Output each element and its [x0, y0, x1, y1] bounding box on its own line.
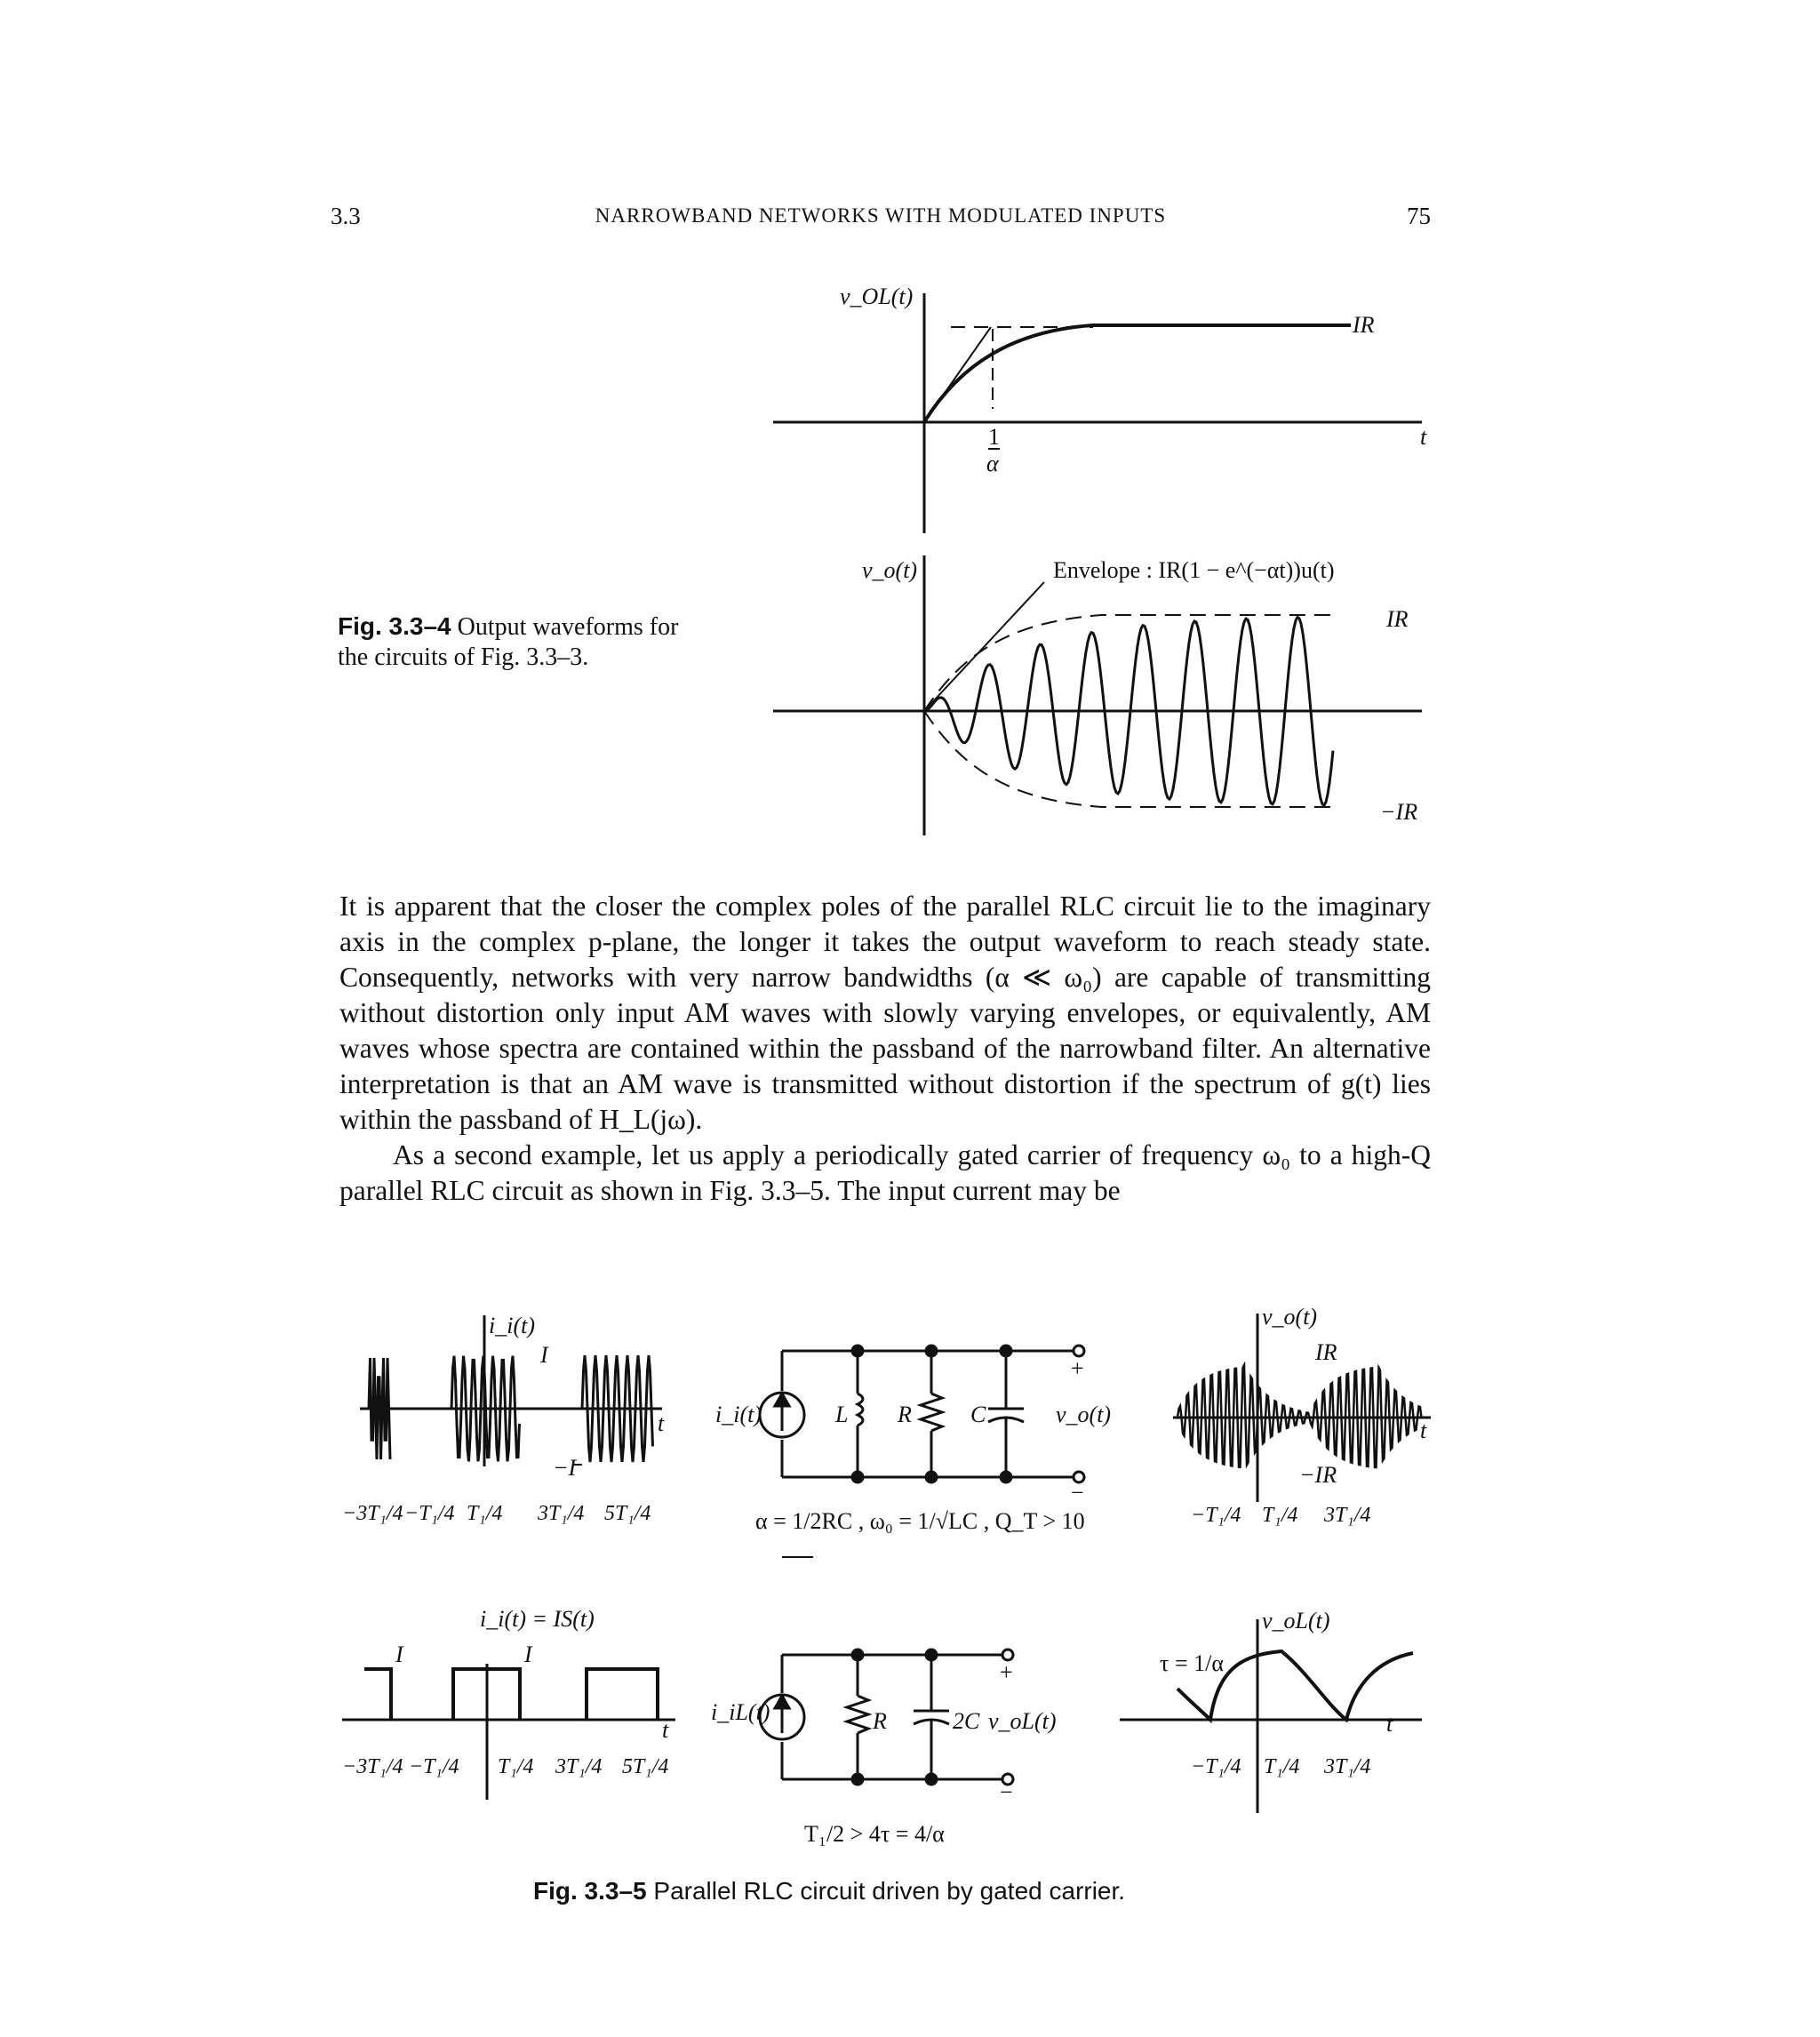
lowpass-tick-1: T₁/4: [1264, 1755, 1300, 1778]
section-number: 3.3: [331, 203, 361, 229]
figure-3-3-4-top-plot: [773, 293, 1422, 533]
lowpass-r-label: R: [873, 1708, 887, 1734]
lowpass-minus-label: −: [1000, 1779, 1013, 1805]
lowpass-output-label: v_oL(t): [988, 1708, 1057, 1734]
input-plot-y-label: i_i(t): [489, 1313, 535, 1338]
lowpass-plus-label: +: [1000, 1659, 1013, 1685]
envelope-upper: [924, 615, 1333, 711]
lowpass-output-y-label: v_oL(t): [1262, 1608, 1330, 1634]
top-plot-tick-num: 1: [988, 424, 1000, 450]
body-text: [339, 889, 1431, 1209]
figure-3-3-5-caption: [533, 1877, 1333, 1905]
lowpass-output-t-label: t: [1386, 1711, 1393, 1737]
gate-tick-4: 5T₁/4: [622, 1755, 669, 1778]
figure-3-3-5-gate-plot: [342, 1664, 675, 1800]
figure-3-3-4-bottom-plot: [773, 555, 1422, 835]
input-plot-neg-level: −I: [553, 1455, 577, 1481]
output-tick-2: 3T₁/4: [1324, 1504, 1371, 1527]
top-plot-t-label: t: [1420, 424, 1427, 450]
resistor-icon: [921, 1394, 942, 1431]
input-tick-1: −T₁/4: [404, 1502, 455, 1525]
lowpass-output-tau: τ = 1/α: [1160, 1650, 1224, 1676]
inductor-icon: [858, 1394, 863, 1426]
output-plot-y-label: v_o(t): [1262, 1304, 1318, 1330]
paragraph-1: It is apparent that the closer the complex poles of the parallel RLC circuit lie to the imaginary axis in the complex p-plane, the longer it takes the output waveform to reach steady state. Consequently, networks with very narrow bandwidths (α ≪ ω₀) are capable of transmitting without distortion only input AM waves with slowly varying envelopes, or equivalently, AM waves whose spectra are contained within the passband of the narrowband filter. An alternative interpretation is that an AM wave is transmitted without distortion if the spectrum of g(t) lies within the passband of H_L(jω).: [339, 891, 1431, 1135]
circuit-c-label: C: [970, 1402, 986, 1427]
envelope-label: Envelope : IR(1 − e^(−αt))u(t): [1053, 557, 1335, 583]
gate-tick-2: T₁/4: [498, 1755, 534, 1778]
gate-tick-0: −3T₁/4: [342, 1755, 403, 1778]
lowpass-resistor-icon: [847, 1696, 868, 1733]
top-plot-exponential-curve: [924, 325, 1351, 422]
output-tick-1: T₁/4: [1262, 1504, 1298, 1527]
top-plot-tangent-line: [924, 327, 991, 422]
lowpass-tick-2: 3T₁/4: [1324, 1755, 1371, 1778]
figure-3-3-5-label: Fig. 3.3–5: [533, 1877, 647, 1905]
bottom-plot-neg-level: −IR: [1380, 799, 1418, 825]
gate-plot-t-label: t: [662, 1717, 669, 1743]
output-plot-t-label: t: [1420, 1418, 1427, 1443]
lowpass-c-label: 2C: [953, 1708, 980, 1734]
lowpass-equation: T₁/2 > 4τ = 4/α: [804, 1821, 945, 1847]
input-tick-0: −3T₁/4: [342, 1502, 403, 1525]
figure-3-3-5-text: Parallel RLC circuit driven by gated carrier.: [653, 1877, 1126, 1905]
lowpass-tick-0: −T₁/4: [1191, 1755, 1241, 1778]
gate-tick-1: −T₁/4: [409, 1755, 459, 1778]
circuit-minus-label: −: [1071, 1480, 1084, 1506]
circuit-l-label: L: [835, 1402, 849, 1427]
gate-square-wave: [364, 1669, 658, 1720]
input-tick-4: 5T₁/4: [604, 1502, 651, 1525]
circuit-equation: α = 1/2RC , ω₀ = 1/√LC , Q_T > 10: [755, 1508, 1085, 1534]
page-number: 75: [1407, 203, 1431, 229]
input-tick-2: T₁/4: [467, 1502, 503, 1525]
circuit-output-label: v_o(t): [1056, 1402, 1112, 1427]
envelope-pointer: [924, 582, 1044, 711]
figure-3-3-5-lowpass-output-plot: [1120, 1619, 1422, 1813]
gate-plot-level-right: I: [524, 1642, 532, 1667]
figure-3-3-4-text: Output waveforms for the circuits of Fig. 3.3–3.: [338, 613, 679, 671]
gate-tick-3: 3T₁/4: [555, 1755, 603, 1778]
output-plot-pos-level: IR: [1315, 1339, 1337, 1365]
bottom-plot-y-label: v_o(t): [862, 557, 918, 583]
input-tick-3: 3T₁/4: [538, 1502, 585, 1525]
gate-plot-title: i_i(t) = IS(t): [480, 1606, 595, 1632]
lowpass-source-label: i_iL(t): [711, 1699, 770, 1725]
input-plot-t-label: t: [658, 1410, 665, 1436]
input-plot-pos-level: I: [540, 1342, 548, 1368]
top-plot-level-label: IR: [1353, 312, 1375, 338]
circuit-plus-label: +: [1071, 1355, 1084, 1381]
circuit-source-label: i_i(t): [715, 1402, 762, 1427]
output-tick-0: −T₁/4: [1191, 1504, 1241, 1527]
top-plot-tick-den: α: [986, 451, 999, 476]
circuit-r-label: R: [898, 1402, 912, 1427]
running-title: NARROWBAND NETWORKS WITH MODULATED INPUTS: [595, 204, 1167, 227]
output-plot-neg-level: −IR: [1299, 1462, 1337, 1488]
gate-plot-level-left: I: [395, 1642, 403, 1667]
top-plot-y-label: v_OL(t): [840, 284, 914, 309]
bottom-plot-pos-level: IR: [1386, 606, 1409, 632]
figure-3-3-4-label: Fig. 3.3–4: [338, 612, 451, 640]
paragraph-2: As a second example, let us apply a periodically gated carrier of frequency ω₀ to a high-Q parallel RLC circuit as shown in Fig. 3.3–5. The input current may be: [339, 1139, 1431, 1206]
